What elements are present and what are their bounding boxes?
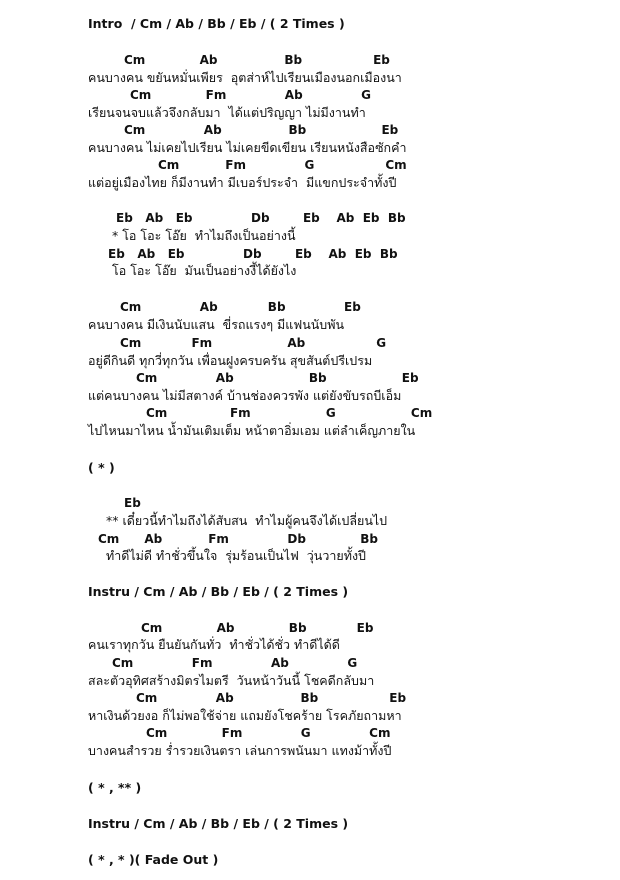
chorus-lyric-line: * โอ โอะ โอ๊ย ทำไมถึงเป็นอย่างนี้ [112, 228, 296, 243]
chorus-marker: ( * ) [88, 460, 115, 475]
chord-line: Cm Ab Bb Eb [141, 621, 374, 635]
chord-line: Cm Ab Bb Eb [124, 53, 390, 67]
bridge-lyric-line: ** เดี๋ยวนี้ทำไมถึงได้สับสน ทำไมผู้คนจึงได้เปลี่ยนไป [106, 513, 388, 528]
chord-line: Cm Ab Bb Eb [124, 123, 399, 137]
lyric-line: บางคนสำรวย ร่ำรวยเงินตรา เล่นการพนันมา แทงม้าทั้งปี [88, 743, 392, 758]
lyric-line: เรียนจนจบแล้วจึงกลับมา ได้แต่ปริญญา ไม่มีงานทำ [88, 105, 366, 120]
instrumental-line: Instru / Cm / Ab / Bb / Eb / ( 2 Times ) [88, 584, 349, 599]
chord-line: Cm Fm G Cm [146, 726, 391, 740]
lyric-line: สละตัวอุทิศสร้างมิตรไมตรี วันหน้าวันนี้ โชคดีกลับมา [88, 673, 375, 688]
lyric-line: อยู่ดีกินดี ทุกวี่ทุกวัน เพื่อนฝูงครบครัน สุขสันต์ปรีเปรม [88, 353, 373, 368]
chorus-lyric-line: โอ โอะ โอ๊ย มันเป็นอย่างงี้ได้ยังไง [112, 263, 297, 278]
lyric-line: คนเราทุกวัน ยืนยันกันทั่ว ทำชั่วได้ชั่ว ทำดีได้ดี [88, 637, 340, 652]
chord-line: Cm Fm G Cm [146, 406, 433, 420]
bridge-chord-line: Eb [124, 496, 141, 510]
chord-line: Cm Fm Ab G [112, 656, 358, 670]
chorus-chord-line: Eb Ab Eb Db Eb Ab Eb Bb [116, 211, 406, 225]
repeat-marker: ( * , ** ) [88, 780, 142, 795]
lyric-line: ไปไหนมาไหน น้ำมันเติมเต็ม หน้าตาอิ่มเอม แต่ลำเค็ญภายใน [88, 423, 416, 438]
lyric-line: คนบางคน มีเงินนับแสน ขี่รถแรงๆ มีแฟนนับพัน [88, 317, 345, 332]
lyric-line: แต่อยู่เมืองไทย ก็มีงานทำ มีเบอร์ประจำ มีแขกประจำทั้งปี [88, 175, 397, 190]
lyric-line: หาเงินด้วยงอ ก็ไม่พอใช้จ่าย แถมยังโชคร้าย โรคภัยถามหา [88, 708, 402, 723]
chord-line: Cm Ab Bb Eb [136, 691, 407, 705]
chord-line: Cm Fm Ab G [130, 88, 372, 102]
chord-line: Cm Fm Ab G [120, 336, 387, 350]
lyric-line: คนบางคน ขยันหมั่นเพียร อุตส่าห์ไปเรียนเมืองนอกเมืองนา [88, 70, 402, 85]
instrumental-line: Instru / Cm / Ab / Bb / Eb / ( 2 Times ) [88, 816, 349, 831]
chord-line: Cm Ab Bb Eb [120, 300, 361, 314]
intro-line: Intro / Cm / Ab / Bb / Eb / ( 2 Times ) [88, 16, 345, 31]
bridge-lyric-line: ทำดีไม่ดี ทำชั่วขึ้นใจ รุ่มร้อนเป็นไฟ วุ่นวายทั้งปี [106, 548, 366, 563]
lyric-line: คนบางคน ไม่เคยไปเรียน ไม่เคยขีดเขียน เรียนหนังสือซักคำ [88, 140, 407, 155]
chord-line: Cm Fm G Cm [158, 158, 407, 172]
lyric-line: แต่คนบางคน ไม่มีสตางค์ บ้านช่องควรพัง แต่ยังขับรถบีเอ็ม [88, 388, 402, 403]
outro-line: ( * , * )( Fade Out ) [88, 852, 219, 867]
bridge-chord-line: Cm Ab Fm Db Bb [98, 532, 378, 546]
chorus-chord-line: Eb Ab Eb Db Eb Ab Eb Bb [108, 247, 398, 261]
chord-line: Cm Ab Bb Eb [136, 371, 419, 385]
